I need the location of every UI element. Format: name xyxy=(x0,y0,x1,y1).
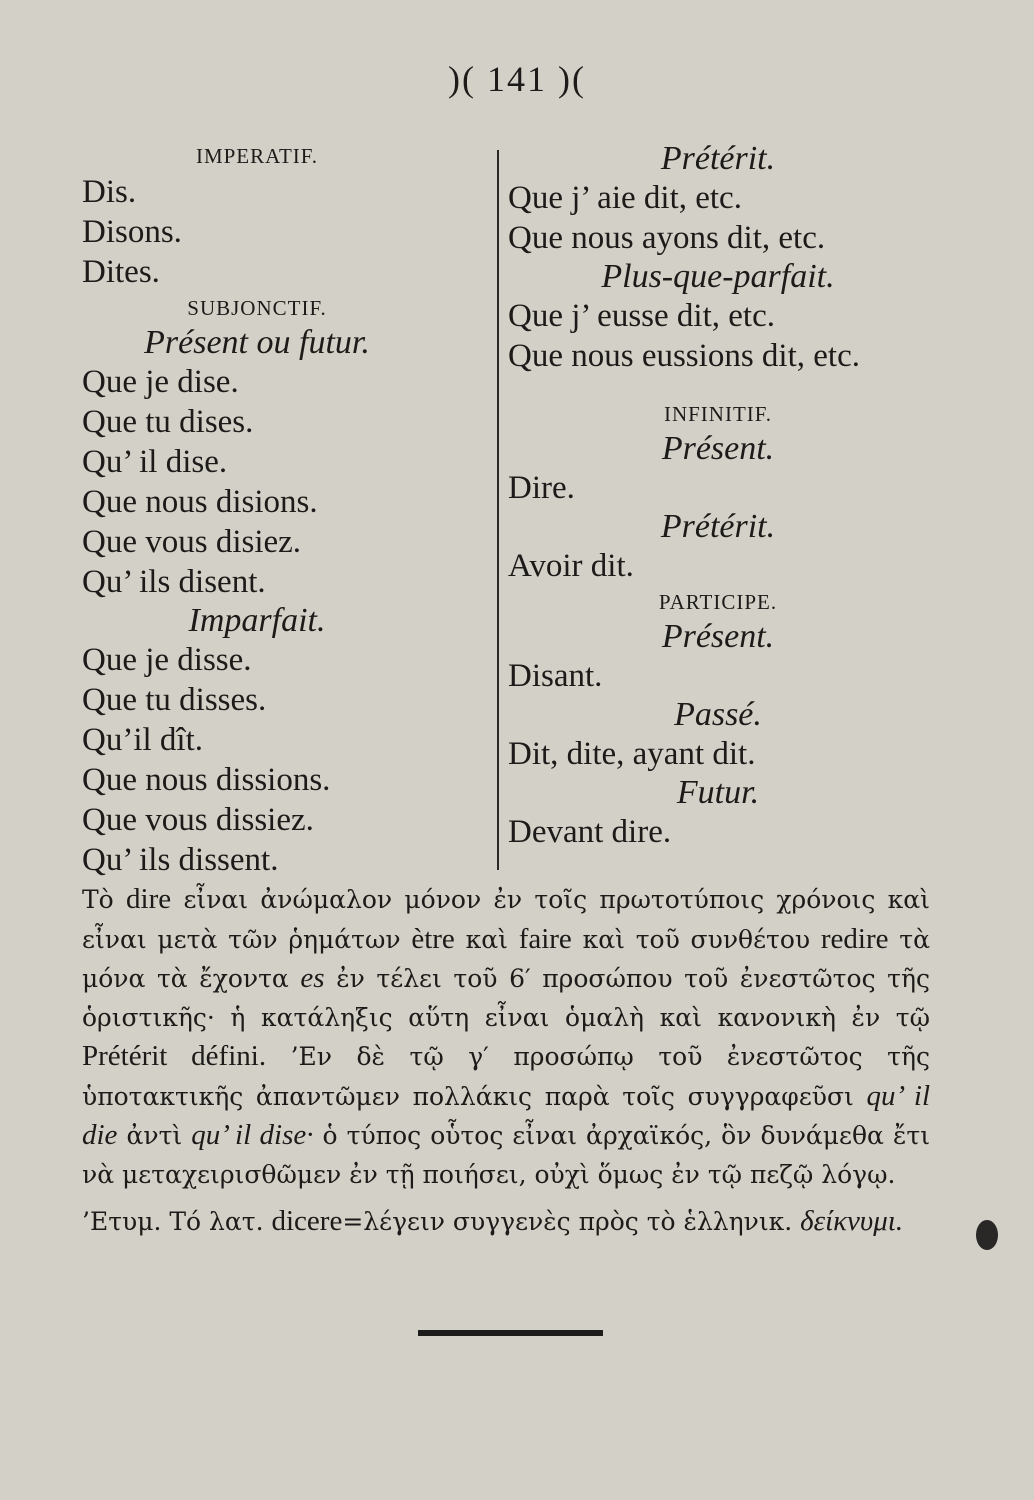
column-divider xyxy=(497,150,499,870)
conjugation-line: Que tu dises. xyxy=(82,404,254,440)
latin-run: es xyxy=(300,962,325,994)
greek-run: =λέγειν συγγενὲς πρὸς τὸ ἑλληνικ. xyxy=(342,1207,801,1236)
latin-run: faire xyxy=(518,922,572,955)
greek-run: τὰ μόνα τὰ ἔχοντα xyxy=(82,924,931,993)
latin-run: dicere xyxy=(271,1205,343,1237)
greek-run: καὶ xyxy=(454,924,519,954)
latin-run: Prétérit défini. xyxy=(82,1040,267,1072)
conjugation-line: Que tu disses. xyxy=(82,682,267,718)
greek-run: ’Εν δὲ τῷ γ′ προσώπῳ τοῦ ἐνεστῶτος τῆς ὑποτακτικῆς ἀπαντῶμεν πολλάκις παρὰ τοῖς συγγραφεῦσι xyxy=(82,1042,930,1111)
greek-run: εἶναι ἀνώμαλον μόνον ἐν τοῖς πρωτοτύποις χρόνοις καὶ εἶναι μετὰ τῶν ῥημάτων xyxy=(82,885,930,954)
conjugation-line: Que nous disions. xyxy=(82,484,318,520)
commentary-text xyxy=(82,880,930,1242)
conjugation-line: Que vous dissiez. xyxy=(82,802,314,838)
commentary-paragraph xyxy=(82,880,930,1194)
page-number: )( 141 )( xyxy=(448,59,586,99)
conjugation-line: Avoir dit. xyxy=(508,548,634,584)
greek-run: ὁ τύπος οὗτος εἶναι ἀρχαϊκός, ὃν δυνάμεθα ἔτι νὰ μεταχειρισθῶμεν ἐν τῇ ποιήσει, οὐχὶ ὅμως ἐν τῷ πεζῷ λόγῳ. xyxy=(82,1121,930,1189)
section-heading: INFINITIF. xyxy=(663,402,773,426)
tense-heading: Prétérit. xyxy=(660,508,776,545)
conjugation-line: Que je disse. xyxy=(82,642,252,678)
left-column xyxy=(82,140,482,880)
conjugation-line: Que j’ aie dit, etc. xyxy=(508,180,742,216)
conjugation-line: Que nous eussions dit, etc. xyxy=(508,338,860,374)
greek-run: ’Ετυμ. Τό λατ. xyxy=(82,1207,272,1236)
conjugation-line: Disant. xyxy=(508,658,603,694)
conjugation-line: Que nous ayons dit, etc. xyxy=(508,220,826,256)
blank-line xyxy=(508,376,928,398)
greek-run: καὶ τοῦ συνθέτου xyxy=(571,924,821,954)
tense-heading: Plus-que-parfait. xyxy=(601,258,835,295)
tense-heading: Présent. xyxy=(661,618,775,655)
conjugation-line: Que nous dissions. xyxy=(82,762,331,798)
conjugation-line: Disons. xyxy=(82,214,182,250)
tense-heading: Présent ou futur. xyxy=(144,324,370,361)
latin-run: qu’ il die xyxy=(82,1079,930,1151)
conjugation-line: Devant dire. xyxy=(508,814,672,850)
greek-run: Τὸ xyxy=(82,885,127,914)
tense-heading: Futur. xyxy=(676,774,760,811)
greek-run: ἐν τέλει τοῦ 6′ προσώπου τοῦ ἐνεστῶτος τῆς ὁριστικῆς· ἡ κατάληξις αὕτη εἶναι ὁμαλὴ καὶ κανονικὴ ἐν τῷ xyxy=(82,964,930,1032)
tense-heading: Présent. xyxy=(661,430,775,467)
tense-heading: Imparfait. xyxy=(188,602,326,639)
right-column xyxy=(508,140,928,852)
latin-run: dire xyxy=(126,883,172,915)
latin-run: δείκνυμι. xyxy=(800,1205,904,1237)
conjugation-line: Dis. xyxy=(82,174,137,210)
section-heading: PARTICIPE. xyxy=(658,590,778,614)
conjugation-line: Que vous disiez. xyxy=(82,524,302,560)
conjugation-line: Qu’ il dise. xyxy=(82,444,228,480)
conjugation-line: Dites. xyxy=(82,254,160,290)
end-rule xyxy=(418,1330,603,1336)
latin-run: ètre xyxy=(411,922,455,955)
section-heading: SUBJONCTIF. xyxy=(187,296,327,320)
conjugation-line: Qu’ ils disent. xyxy=(82,564,266,600)
tense-heading: Prétérit. xyxy=(660,140,776,177)
latin-run: redire xyxy=(820,922,889,955)
conjugation-line: Qu’il dît. xyxy=(82,722,203,758)
conjugation-line: Qu’ ils dissent. xyxy=(82,842,279,878)
ink-blot xyxy=(976,1220,998,1250)
latin-run: qu’ il dise· xyxy=(191,1119,314,1151)
conjugation-line: Que je dise. xyxy=(82,364,239,400)
etymology-note xyxy=(82,1202,930,1242)
conjugation-line: Dire. xyxy=(508,470,575,506)
conjugation-line: Dit, dite, ayant dit. xyxy=(508,736,756,772)
conjugation-line: Que j’ eusse dit, etc. xyxy=(508,298,775,334)
tense-heading: Passé. xyxy=(674,696,762,733)
section-heading: IMPERATIF. xyxy=(195,144,319,168)
greek-run: ἀντὶ xyxy=(117,1121,192,1150)
